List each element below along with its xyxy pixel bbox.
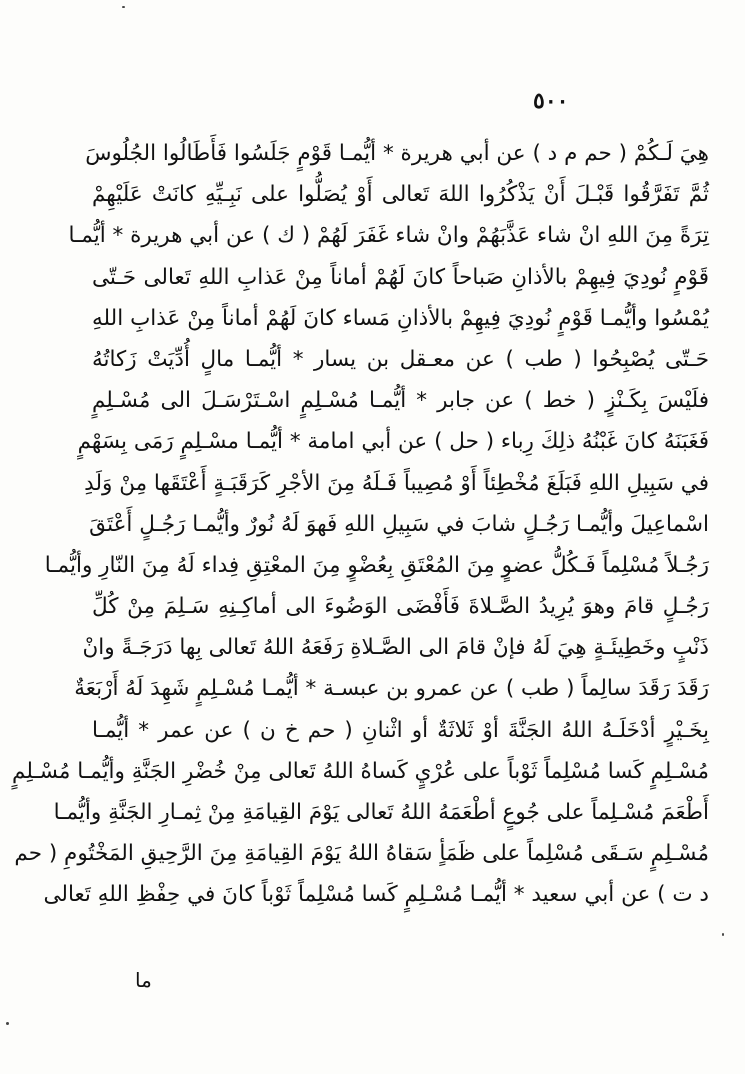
scan-speck: [122, 6, 125, 8]
text-line: ثُمَّ تَفَرَّقُوا قَبْـلَ أَنْ يَذْكُرُوا اللهَ تَعالى أَوْ يُصَلُّوا على نَبِـيِّهِ كانَتْ عَلَيْهِمْ: [92, 182, 709, 208]
scan-speck: [722, 933, 724, 936]
text-body: [12, 133, 709, 916]
text-line: فلَيْسَ بِكَـنْزٍ ( خط ) عن جابر * أيُّمـا مُسْـلِمٍ اسْـتَرْسَـلَ الى مُسْـلِمٍ: [92, 388, 709, 414]
text-line: قَوْمٍ نُودِيَ فِيهِمْ بالأذانِ صَباحاً كانَ لَهُمْ أماناً مِنْ عَذابِ اللهِ تَعالى حَـتّى: [92, 264, 709, 290]
text-line: رَقَدَ رَقَدَ سالِماً ( طب ) عن عمرو بن عبسـة * أيُّمـا مُسْـلِمٍ شَهِدَ لَهُ أَرْبَعَةٌ: [74, 676, 709, 702]
text-line: مُسْـلِمٍ كَسا مُسْلِماً ثَوْباً على عُرْيٍ كَساهُ اللهُ تَعالى مِنْ خُضْرِ الجَنَّةِ وأيُّمـا مُسْـلِمٍ: [12, 758, 709, 784]
text-line: بِخَـيْرٍ أدْخَلَـهُ اللهُ الجَنَّةَ أوْ ثَلاثَةٌ أو اثْنانِ ( حم خ ن ) عن عمر * أيُّمـا: [92, 717, 709, 743]
text-line: تِرَةً مِنَ اللهِ انْ شاء عَذَّبَهُمْ وانْ شاء غَفَرَ لَهُمْ ( ك ) عن أبي هريرة * أيُّمـا: [68, 223, 709, 249]
text-line: يُمْسُوا وأيُّمـا قَوْمٍ نُودِيَ فِيهِمْ بالأذانِ مَساء كانَ لَهُمْ أماناً مِنْ عَذابِ اللهِ: [92, 305, 709, 331]
text-line: د ت ) عن أبي سعيد * أيُّمـا مُسْـلِمٍ كَسا مُسْلِماً ثَوْباً كانَ في حِفْظِ اللهِ تَعالى: [43, 882, 709, 908]
text-line: في سَبِيلِ اللهِ فَبَلَغَ مُخْطِئاً أَوْ مُصِيباً فَـلَهُ مِنَ الأجْرِ كَرَقَبَـةٍ أَعْتَقَها مِنْ وَلَدِ: [84, 470, 709, 496]
signature-mark: ما: [135, 968, 152, 992]
text-line: ذَنْبٍ وخَطِيئَـةٍ هِيَ لَهُ فإنْ قامَ الى الصَّـلاةِ رَفَعَهُ اللهُ تَعالى بِها دَرَجَـةً وانْ: [82, 635, 709, 661]
text-line: هِيَ لَـكُمْ ( حم م د ) عن أبي هريرة * أيُّمـا قَوْمٍ جَلَسُوا فَأَطَالُوا الجُلُوسَ: [85, 141, 709, 166]
scan-speck: [6, 1022, 9, 1025]
text-line: رَجُـلٍ قامَ وهوَ يُرِيدُ الصَّـلاةَ فَأَفْضَى الوَضُوءَ الى أماكِـنِهِ سَـلِمَ مِنْ كُلِّ: [92, 594, 709, 620]
text-line: حَـتّى يُصْبِحُوا ( طب ) عن معـقل بن يسار * أيُّمـا مالٍ أُدِّيَتْ زَكاتُهُ: [92, 346, 709, 372]
text-line: اسْماعِيلَ وأيُّمـا رَجُـلٍ شابَ في سَبِيلِ اللهِ فَهوَ لَهُ نُورٌ وأيُّمـا رَجُـلٍ أَعْتَقَ: [89, 511, 709, 537]
page-number: ٥٠٠: [533, 88, 569, 114]
text-line: أَطْعَمَ مُسْـلِماً على جُوعٍ أطْعَمَهُ اللهُ تَعالى يَوْمَ القِيامَةِ مِنْ ثِمـارِ الجَنَّةِ وأيُّمـا: [53, 800, 709, 825]
text-line: فَغَبَنَهُ كانَ غَبْنُهُ ذلِكَ رِباء ( حل ) عن أبي امامة * أيُّمـا مسْـلِمٍ رَمَى بِسَهْمٍ: [77, 429, 709, 455]
text-line: رَجُـلاً مُسْلِماً فَـكُلُّ عضوٍ مِنَ المُعْتَقِ بِعُضْوٍ مِنَ المعْتِقِ فِداء لَهُ مِنَ النّارِ وأيُّمـا: [44, 552, 709, 578]
text-line: مُسْـلِمٍ سَـقَى مُسْلِماً على ظَمَأٍ سَقاهُ اللهُ يَوْمَ القِيامَةِ مِنَ الرَّحِيقِ المَخْتُومِ ( حم: [14, 841, 709, 867]
